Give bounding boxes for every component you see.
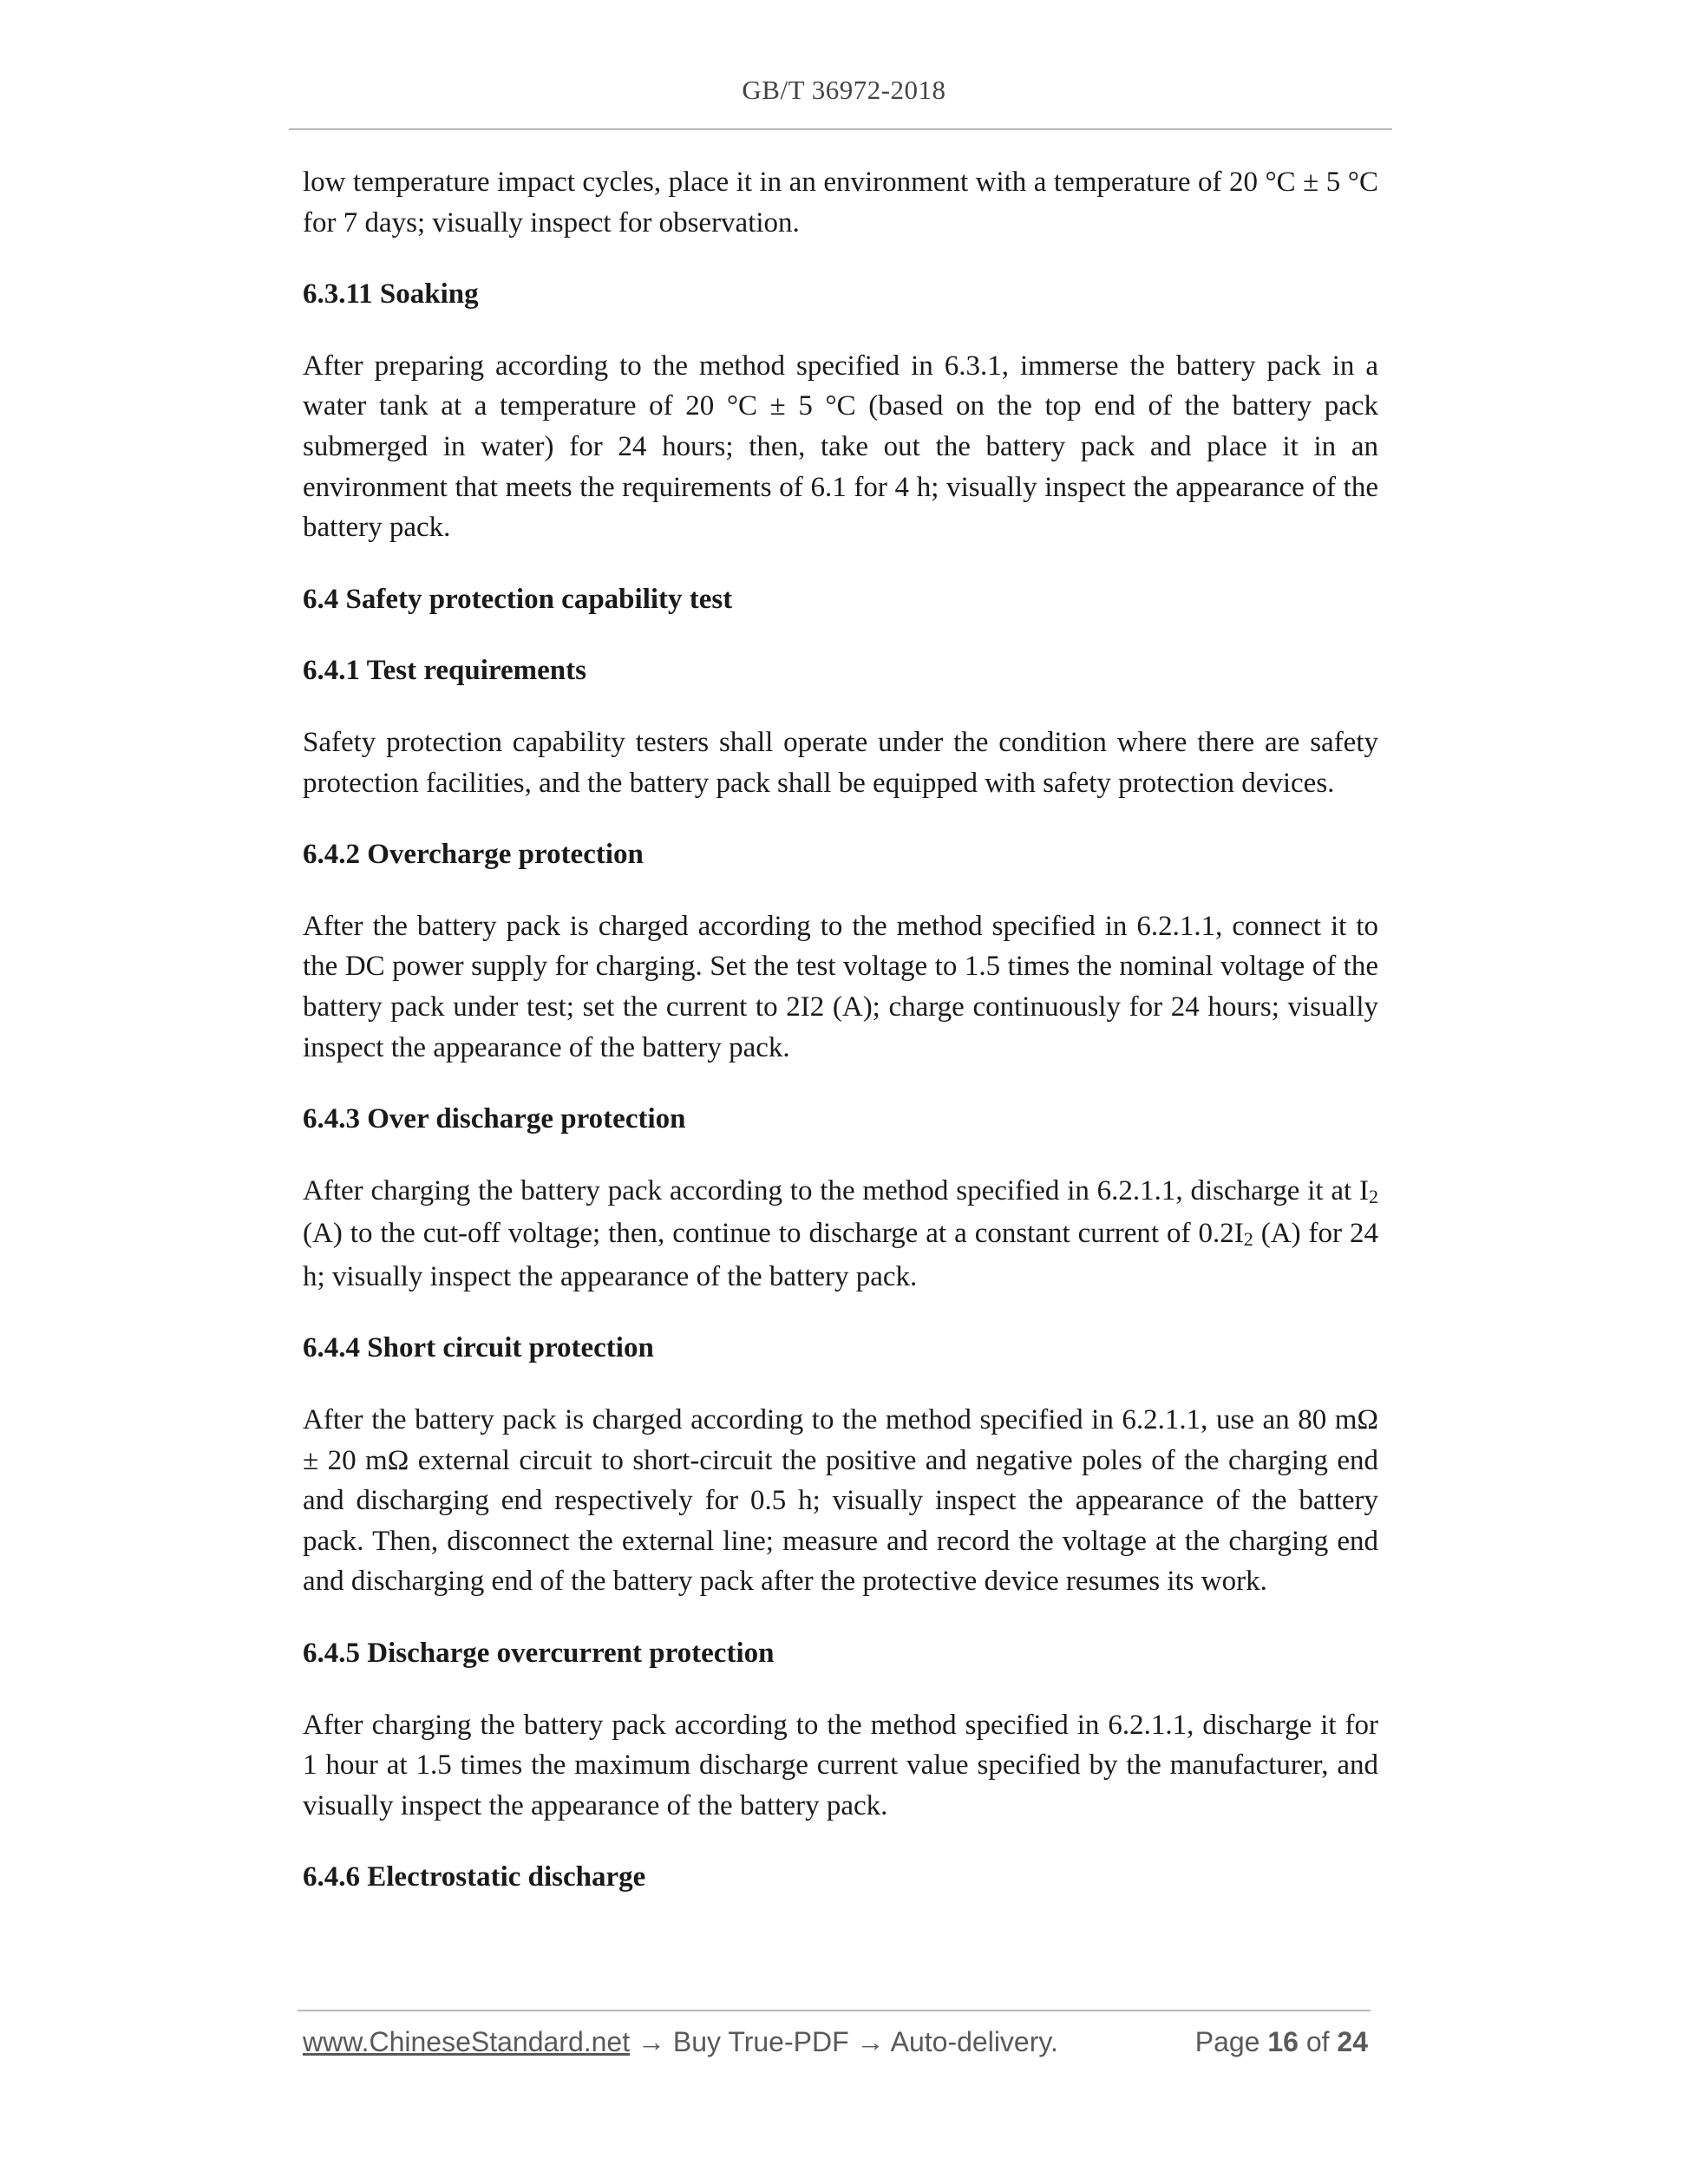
paragraph-6-3-11: After preparing according to the method specified in 6.3.1, immerse the battery pack in a water tank at a temperature of 20 °C ± 5 °C (based on the top end of the battery pack submerged in water) for 24 hours; then, take out the battery pack and place it in an environment that meets the requirements of 6.1 for 4 h; visually inspect the appearance of the battery pack. (303, 350, 1378, 544)
paragraph-6-4-3 (303, 1171, 1378, 1298)
paragraph-6-4-2: After the battery pack is charged according to the method specified in 6.2.1.1, connect it to the DC power supply for charging. Set the test voltage to 1.5 times the nominal voltage of the battery pack under test; set the current to 2I2 (A); charge continuously for 24 hours; visually inspect the appearance of the battery pack. (303, 910, 1378, 1063)
page-number (1195, 2026, 1368, 2058)
heading-6-4-2: 6.4.2 Overcharge protection (303, 839, 644, 871)
heading-6-4-6: 6.4.6 Electrostatic discharge (303, 1861, 646, 1893)
heading-6-3-11: 6.3.11 Soaking (303, 278, 479, 311)
footer-promo (303, 2026, 1058, 2058)
page-footer (303, 2026, 1368, 2066)
page-header-standard-code: GB/T 36972-2018 (742, 75, 946, 105)
page-label: Page (1194, 2026, 1268, 2057)
document-body (303, 162, 1378, 1929)
heading-6-4-3: 6.4.3 Over discharge protection (303, 1103, 686, 1135)
footer-promo-text: → Buy True-PDF → Auto-delivery. (630, 2026, 1058, 2057)
page-current-number: 16 (1267, 2026, 1299, 2057)
paragraph-6-4-5: After charging the battery pack according to the method specified in 6.2.1.1, discharge it for 1 hour at 1.5 times the maximum discharge current value specified by the manufacturer, and visually inspect the appearance of the battery pack. (303, 1709, 1378, 1821)
paragraph-6-4-3-part3: (A) for 24 h; visually inspect the appearance of the battery pack. (303, 1218, 1378, 1292)
chinesestandard-link[interactable]: www.ChineseStandard.net (303, 2026, 631, 2057)
page-of-label: of (1298, 2026, 1338, 2057)
paragraph-6-4-1: Safety protection capability testers shall operate under the condition where there are safety protection facilities, and the battery pack shall be equipped with safety protection devices. (303, 726, 1378, 799)
footer-divider (298, 2010, 1371, 2011)
paragraph-6-4-4: After the battery pack is charged according to the method specified in 6.2.1.1, use an 80 mΩ ± 20 mΩ external circuit to short-circuit the positive and negative poles of the charging end and discharging end respectively for 0.5 h; visually inspect the appearance of the battery pack. Then, disconnect the external line; measure and record the voltage at the charging end and discharging end of the battery pack after the protective device resumes its work. (303, 1404, 1378, 1598)
header-divider (289, 128, 1392, 130)
paragraph-6-4-3-part2: (A) to the cut-off voltage; then, continue to discharge at a constant current of 0.2I (303, 1218, 1244, 1250)
heading-6-4-4: 6.4.4 Short circuit protection (303, 1332, 654, 1364)
heading-6-4-5: 6.4.5 Discharge overcurrent protection (303, 1638, 775, 1670)
paragraph-6-4-3-part1: After charging the battery pack according to the method specified in 6.2.1.1, discharge it at I (303, 1174, 1369, 1206)
subscript-2: 2 (1243, 1228, 1253, 1251)
heading-6-4: 6.4 Safety protection capability test (303, 583, 733, 615)
paragraph-continuation: low temperature impact cycles, place it in an environment with a temperature of 20 °C ± 5 °C for 7 days; visually inspect for observation. (303, 167, 1378, 239)
page-total-number: 24 (1337, 2026, 1368, 2057)
heading-6-4-1: 6.4.1 Test requirements (303, 655, 586, 687)
subscript-2: 2 (1369, 1185, 1378, 1207)
